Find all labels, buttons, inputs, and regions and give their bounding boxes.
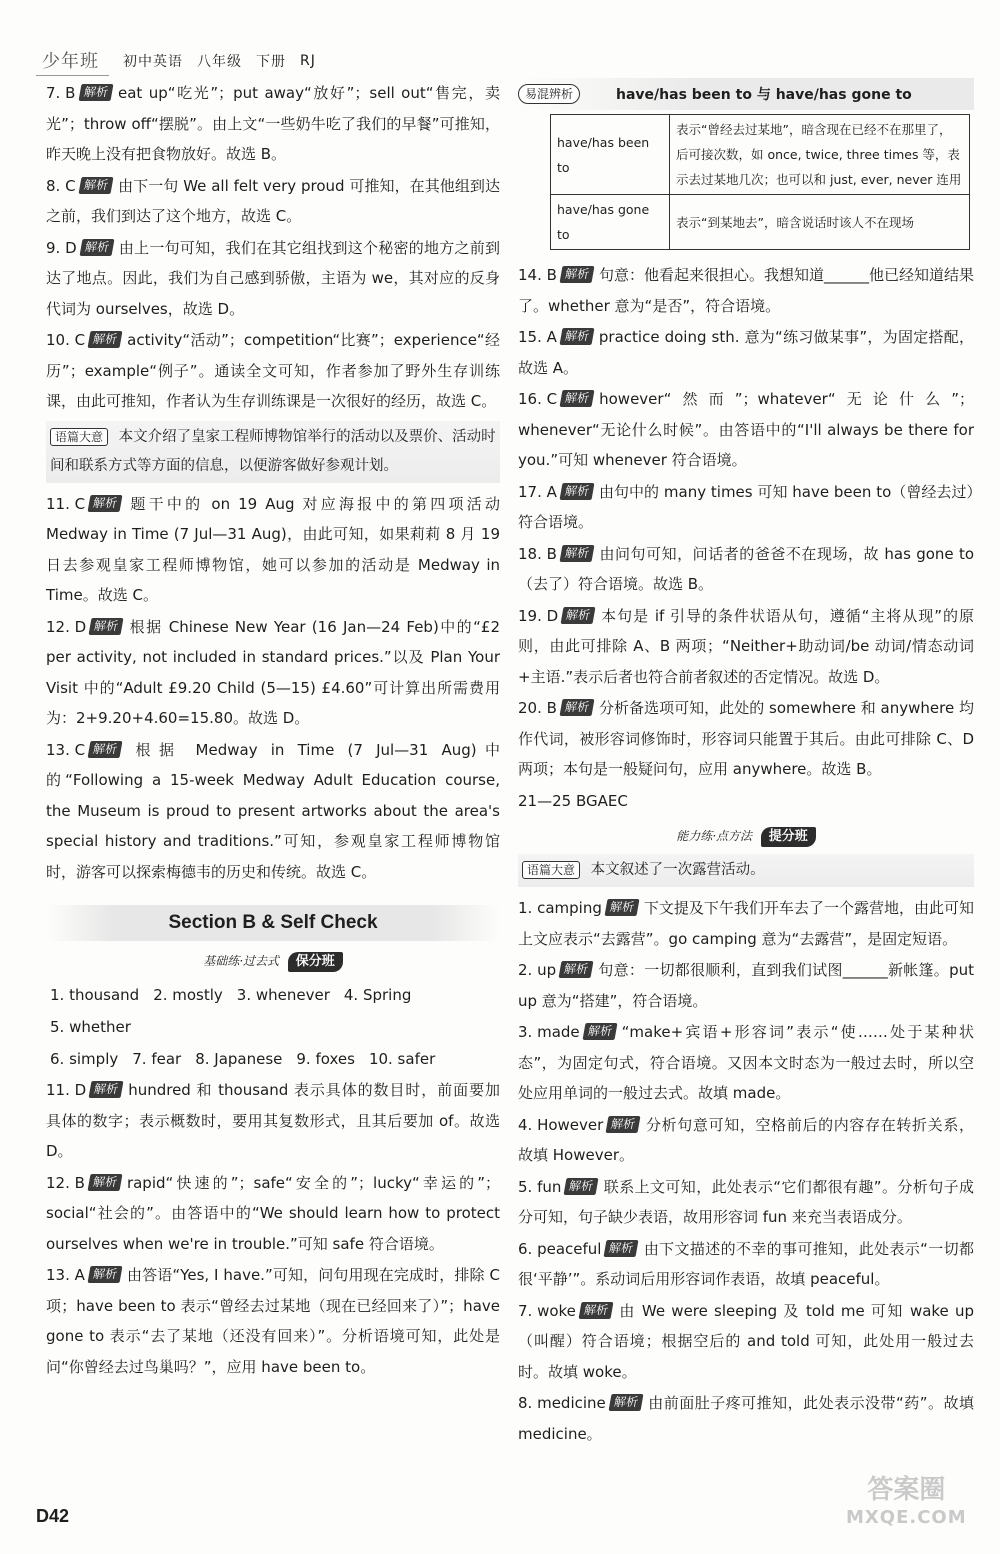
header-subject: 初中英语 <box>123 54 183 70</box>
answer-item <box>518 693 974 785</box>
answer-explanation: 句意：他看起来很担心。我想知道______他已经知道结果了。whether 意为“是否”，符合语境。 <box>518 266 974 315</box>
answer-item <box>46 735 500 888</box>
watermark-text: 答案圈 <box>867 1475 946 1505</box>
answer-item <box>518 1234 974 1295</box>
answer-explanation: 题干中的 on 19 Aug 对应海报中的第四项活动 Medway in Time (7 Jul—31 Aug)，由此可知，如果莉莉 8 月 19 日去参观皇家工程师博物馆，她可以参加的活动是 Medway in Time。故选 C。 <box>46 494 500 604</box>
answer-number: 17. A <box>518 482 557 501</box>
answer-number: 11. C <box>46 494 86 513</box>
analysis-tag: 解析 <box>88 741 123 758</box>
confuse-header <box>518 78 974 110</box>
analysis-tag: 解析 <box>559 961 594 978</box>
answer-item <box>46 612 500 734</box>
answer-explanation: 由下文描述的不幸的事可推知，此处表示“一切都很‘平静’”。系动词后用形容词作表语，故填 peaceful。 <box>518 1239 974 1288</box>
table-cell-desc: 表示“到某地去”，暗含说话时该人不在现场 <box>670 195 970 250</box>
answer-explanation: 本句是 if 引导的条件状语从句，遵循“主将从现”的原则，由此可排除 A、B 两项；“Neither+助动词/be 动词/情态动词+主语.”表示后者也符合前者叙述的否定情况。故选 D。 <box>518 606 974 686</box>
right-column <box>518 78 974 1450</box>
answer-item <box>518 1110 974 1171</box>
answer-explanation: 根据 Chinese New Year (16 Jan—24 Feb)中的“£2 per activity, not included in standard prices.”以及 Plan Your Visit 中的“Adult £9.20 Child (5—15) £4.60”可计算出所需费用为：2+9.20+4.60=15.80。故选 D。 <box>46 617 500 727</box>
answer-word: 5. whether <box>50 1018 131 1036</box>
left-items <box>46 78 500 417</box>
answer-item <box>46 1168 500 1260</box>
answer-number: 9. D <box>46 238 77 257</box>
answer-item <box>518 601 974 693</box>
confuse-title: have/has been to 与 have/has gone to <box>616 87 912 103</box>
answer-number: 7. B <box>46 84 76 102</box>
analysis-tag: 解析 <box>559 545 594 562</box>
page-number: D42 <box>36 1506 70 1526</box>
answer-item <box>46 78 500 170</box>
analysis-tag: 解析 <box>559 328 594 345</box>
analysis-tag: 解析 <box>604 899 639 916</box>
comparison-table <box>550 114 970 250</box>
answer-item <box>518 384 974 476</box>
analysis-tag: 解析 <box>604 1240 639 1257</box>
answer-item <box>518 893 974 954</box>
answer-item <box>518 1296 974 1388</box>
left-items-2 <box>46 489 500 888</box>
answer-explanation: 由上一句可知，我们在其它组找到这个秘密的地方之前到达了地点。因此，我们为自己感到骄傲，主语为 we，其对应的反身代词为 ourselves，故选 D。 <box>46 238 500 318</box>
analysis-tag: 解析 <box>608 1394 643 1411</box>
header-grade: 八年级 <box>197 54 242 70</box>
basic-practice-banner <box>46 951 500 973</box>
answer-explanation: 由答语“Yes, I have.”可知，问句用现在完成时，排除 C 项；have been to 表示“曾经去过某地（现在已经回来了）”；have gone to 表示“去了某地（还没有回来）”。分析语境可知，此处是问“你曾经去过鸟巢吗？”，应用 have been to。 <box>46 1266 500 1376</box>
left-items-3 <box>46 1075 500 1382</box>
header-volume: 下册 <box>256 54 286 70</box>
banner-subtitle: 基础练·过去式 <box>203 954 280 968</box>
table-cell-label: have/has been to <box>551 115 670 195</box>
answer-number: 13. A <box>46 1266 85 1284</box>
answer-word: 9. foxes <box>296 1050 355 1068</box>
answer-explanation: 分析句意可知，空格前后的内容存在转折关系，故填 However。 <box>518 1115 974 1164</box>
answer-number: 18. B <box>518 544 557 563</box>
analysis-tag: 解析 <box>559 699 594 716</box>
answer-word: 8. Japanese <box>195 1050 283 1068</box>
answer-item <box>46 325 500 417</box>
answer-explanation: 根据 Medway in Time (7 Jul—31 Aug)中的“Following a 15-week Medway Adult Education course, the Museum is proud to present artworks about the area's special history and traditions.”可知，参观皇家工程师博物馆时，游客可以探索梅德韦的历史和传统。故选 C。 <box>46 740 500 881</box>
answer-number: 3. made <box>518 1023 580 1041</box>
answer-number: 2. up <box>518 961 557 979</box>
brand-logo: 少年班 <box>36 47 109 76</box>
answer-item <box>518 322 974 383</box>
answer-number: 11. D <box>46 1081 87 1099</box>
analysis-tag: 解析 <box>87 1266 122 1283</box>
answer-number: 16. C <box>518 390 558 408</box>
answer-item <box>518 1388 974 1449</box>
table-row <box>551 115 970 195</box>
answer-number: 13. C <box>46 740 86 759</box>
header-edition: RJ <box>300 53 316 69</box>
summary-tag: 语篇大意 <box>522 861 580 879</box>
answer-item <box>518 260 974 321</box>
answer-word: 7. fear <box>132 1050 182 1068</box>
analysis-tag: 解析 <box>606 1116 641 1133</box>
analysis-tag: 解析 <box>87 1174 122 1191</box>
answer-item <box>46 171 500 232</box>
analysis-tag: 解析 <box>560 390 595 407</box>
answer-explanation: 联系上文可知，此处表示“它们都很有趣”。分析句子成分可知，句子缺少表语，故用形容词 fun 来充当表语成分。 <box>518 1177 974 1226</box>
answer-explanation: hundred 和 thousand 表示具体的数目时，前面要加具体的数字；表示概数时，要用其复数形式，且其后要加 of。故选 D。 <box>46 1081 500 1160</box>
analysis-tag: 解析 <box>559 266 594 283</box>
analysis-tag: 解析 <box>79 239 114 256</box>
page-header <box>36 44 506 78</box>
analysis-tag: 解析 <box>88 331 123 348</box>
answer-number: 20. B <box>518 699 557 717</box>
answer-number: 19. D <box>518 606 559 625</box>
summary-box <box>518 854 974 887</box>
answer-number: 14. B <box>518 266 557 284</box>
answers-21-25: 21—25 BGAEC <box>518 791 628 810</box>
answer-number: 10. C <box>46 331 86 349</box>
answer-number: 5. fun <box>518 1177 562 1196</box>
answer-explanation: 句意：一切都很顺利，直到我们试图______新帐篷。put up 意为“搭建”，符合语境。 <box>518 961 974 1010</box>
answer-word: 2. mostly <box>153 986 223 1004</box>
answer-word: 3. whenever <box>236 986 330 1004</box>
answer-number: 4. However <box>518 1115 604 1134</box>
banner-subtitle: 能力练·点方法 <box>676 829 753 843</box>
answer-number: 8. C <box>46 176 76 195</box>
answer-word: 10. safer <box>368 1050 436 1068</box>
table-cell-label: have/has gone to <box>551 195 670 250</box>
answer-item <box>518 477 974 538</box>
answer-explanation: practice doing sth. 意为“练习做某事”，为固定搭配，故选 A。 <box>518 328 974 377</box>
answer-explanation: however“然而”；whatever“无论什么”；whenever“无论什么时候”。由答语中的“I'll always be there for you.”可知 whenever 符合语境。 <box>518 390 974 469</box>
answer-explanation: rapid“快速的”；safe“安全的”；lucky“幸运的”；social“社会的”。由答语中的“We should learn how to protect ourselves when we're in trouble.”可知 safe 符合语境。 <box>46 1173 500 1253</box>
answer-word: 6. simply <box>50 1050 119 1068</box>
answer-item <box>518 955 974 1016</box>
answer-item <box>518 1017 974 1109</box>
banner-tag: 保分班 <box>288 952 343 972</box>
summary-box <box>46 421 500 483</box>
answer-item <box>518 539 974 600</box>
left-column <box>46 78 500 1383</box>
answer-item <box>46 1260 500 1382</box>
ability-practice-banner <box>518 826 974 848</box>
answer-row-1 <box>50 979 500 1043</box>
analysis-tag: 解析 <box>578 1302 613 1319</box>
answer-number: 6. peaceful <box>518 1239 602 1258</box>
right-items <box>518 260 974 785</box>
answer-number: 12. B <box>46 1173 85 1192</box>
analysis-tag: 解析 <box>79 177 114 194</box>
banner-tag: 提分班 <box>761 827 816 847</box>
analysis-tag: 解析 <box>559 483 594 500</box>
table-cell-desc: 表示“曾经去过某地”，暗含现在已经不在那里了，后可接次数，如 once, twice, three times 等，表示去过某地几次；也可以和 just, ever, never 连用 <box>670 115 970 195</box>
answer-item <box>46 489 500 611</box>
analysis-tag: 解析 <box>582 1023 617 1040</box>
answer-number: 1. camping <box>518 899 602 917</box>
answer-item <box>46 1075 500 1167</box>
summary-text: 本文介绍了皇家工程师博物馆举行的活动以及票价、活动时间和联系方式等方面的信息，以便游客做好参观计划。 <box>50 428 496 474</box>
answer-number: 7. woke <box>518 1301 576 1320</box>
answer-explanation: 由问句可知，问话者的爸爸不在现场，故 has gone to（去了）符合语境。故选 B。 <box>518 544 974 593</box>
answer-explanation: activity“活动”；competition“比赛”；experience“经历”；example“例子”。通读全文可知，作者参加了野外生存训练课，由此可推知，作者认为生存训练课是一次很好的经历，故选 C。 <box>46 331 500 410</box>
analysis-tag: 解析 <box>561 607 596 624</box>
answer-explanation: 由句中的 many times 可知 have been to（曾经去过）符合语境。 <box>518 482 974 531</box>
answer-explanation: 由 We were sleeping 及 told me 可知 wake up（叫醒）符合语境；根据空后的 and told 可知，此处用一般过去时。故填 woke。 <box>518 1301 974 1381</box>
answer-number: 15. A <box>518 328 557 346</box>
answer-word: 1. thousand <box>50 986 140 1004</box>
right-items-2 <box>518 893 974 1449</box>
analysis-tag: 解析 <box>564 1178 599 1195</box>
answer-explanation: “make+宾语+形容词”表示“使……处于某种状态”，为固定句式，符合语境。又因本文时态为一般过去时，所以空处应用单词的一般过去式。故填 made。 <box>518 1023 974 1102</box>
answer-item <box>518 1172 974 1233</box>
analysis-tag: 解析 <box>79 84 114 101</box>
answer-explanation: 下文提及下午我们开车去了一个露营地，由此可知上文应表示“去露营”。go camping 意为“去露营”，是固定短语。 <box>518 899 974 948</box>
watermark-url: MXQE.COM <box>846 1507 967 1528</box>
table-row <box>551 195 970 250</box>
answer-row-2 <box>50 1043 500 1075</box>
analysis-tag: 解析 <box>88 495 123 512</box>
analysis-tag: 解析 <box>89 618 124 635</box>
answer-number: 8. medicine <box>518 1394 606 1412</box>
summary-text: 本文叙述了一次露营活动。 <box>590 862 765 878</box>
confuse-tag: 易混辨析 <box>518 84 580 104</box>
answer-explanation: 由前面肚子疼可推知，此处表示没带“药”。故填 medicine。 <box>518 1394 974 1443</box>
watermark <box>846 1476 967 1532</box>
answer-explanation: 由下一句 We all felt very proud 可推知，在其他组到达之前，我们到达了这个地方，故选 C。 <box>46 176 500 225</box>
answer-explanation: eat up“吃光”；put away“放好”；sell out“售完，卖光”；throw off“摆脱”。由上文“一些奶牛吃了我们的早餐”可推知，昨天晚上没有把食物放好。故选 B。 <box>46 84 500 163</box>
answer-explanation: 分析备选项可知，此处的 somewhere 和 anywhere 均作代词，被形容词修饰时，形容词只能置于其后。由此可排除 C、D 两项；本句是一般疑问句，应用 anywhere。故选 B。 <box>518 699 974 778</box>
answer-item <box>46 233 500 325</box>
analysis-tag: 解析 <box>89 1081 124 1098</box>
summary-tag: 语篇大意 <box>50 428 108 446</box>
answer-word: 4. Spring <box>343 986 412 1004</box>
answer-number: 12. D <box>46 617 87 636</box>
section-title: Section B & Self Check <box>46 905 500 941</box>
